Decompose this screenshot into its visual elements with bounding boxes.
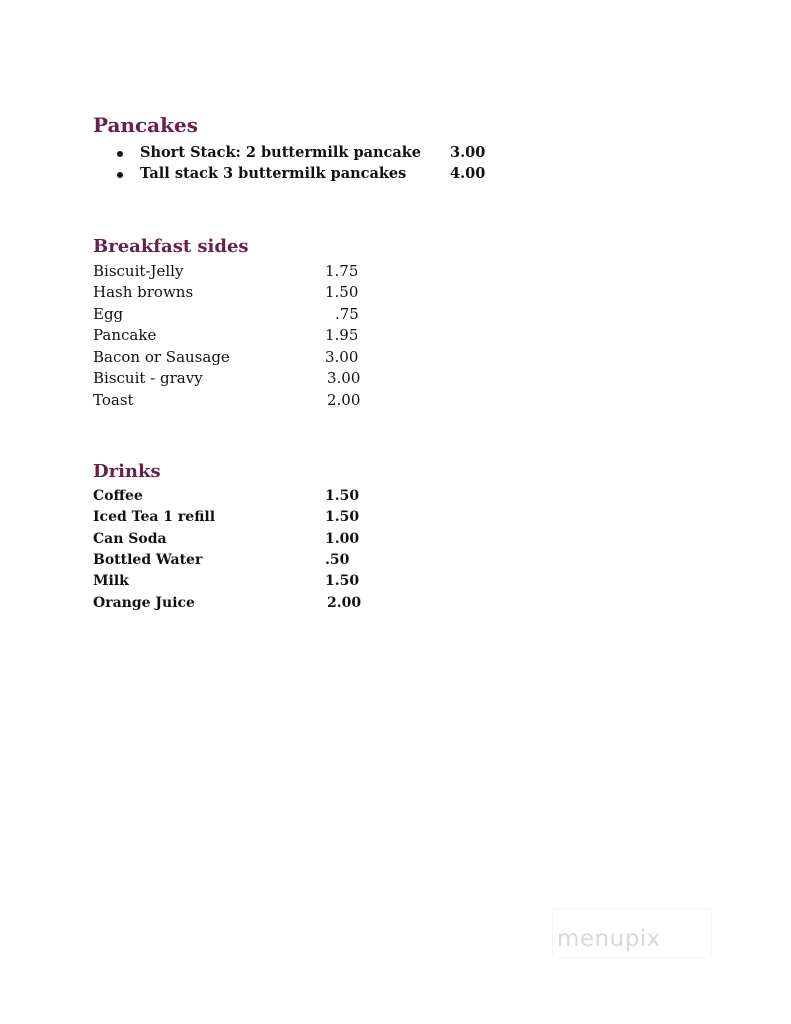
drink-item-name: Orange Juice — [93, 595, 195, 611]
drink-item — [0, 531, 600, 552]
drink-item-name: Can Soda — [93, 531, 167, 547]
side-item-price: 1.50 — [325, 283, 359, 301]
side-item — [0, 369, 600, 390]
side-item — [0, 305, 600, 326]
side-item-name: Egg — [93, 305, 124, 323]
drink-item — [0, 552, 600, 573]
drink-item-price: 1.50 — [325, 573, 360, 589]
drink-item — [0, 573, 600, 594]
side-item-name: Pancake — [93, 326, 157, 344]
drink-item — [0, 595, 600, 616]
breakfast-sides-heading: Breakfast sides — [93, 236, 249, 257]
drink-item-name: Milk — [93, 573, 129, 589]
side-item-price: 1.95 — [325, 326, 359, 344]
side-item-price: 1.75 — [325, 262, 359, 280]
side-item — [0, 283, 600, 304]
pancake-item-price: 4.00 — [450, 165, 486, 182]
side-item-price: .75 — [335, 305, 359, 323]
pancake-item-price: 3.00 — [450, 144, 486, 161]
side-item-name: Biscuit-Jelly — [93, 262, 184, 280]
side-item — [0, 262, 600, 283]
drink-item-price: .50 — [325, 552, 350, 568]
drink-item-price: 1.50 — [325, 488, 360, 504]
side-item — [0, 326, 600, 347]
pancake-item — [0, 143, 600, 165]
side-item-name: Toast — [93, 391, 134, 409]
pancakes-heading: Pancakes — [93, 113, 198, 137]
drink-item-name: Bottled Water — [93, 552, 203, 568]
side-item — [0, 348, 600, 369]
side-item-price: 3.00 — [325, 348, 359, 366]
drink-item-name: Coffee — [93, 488, 143, 504]
drink-item-price: 1.00 — [325, 531, 360, 547]
pancake-item-name: Short Stack: 2 buttermilk pancake — [140, 144, 422, 161]
drink-item — [0, 488, 600, 509]
side-item-price: 3.00 — [327, 369, 361, 387]
drink-item-price: 2.00 — [327, 595, 362, 611]
side-item-name: Bacon or Sausage — [93, 348, 230, 366]
side-item — [0, 391, 600, 412]
side-item-price: 2.00 — [327, 391, 361, 409]
drink-item-name: Iced Tea 1 refill — [93, 509, 216, 525]
drink-item-price: 1.50 — [325, 509, 360, 525]
pancake-item — [0, 164, 600, 186]
drink-item — [0, 509, 600, 530]
drinks-heading: Drinks — [93, 461, 161, 482]
bullet-icon — [117, 172, 123, 178]
menupix-watermark: menupix — [557, 926, 661, 952]
side-item-name: Hash browns — [93, 283, 194, 301]
bullet-icon — [117, 151, 123, 157]
side-item-name: Biscuit - gravy — [93, 369, 203, 387]
pancake-item-name: Tall stack 3 buttermilk pancakes — [140, 165, 407, 182]
